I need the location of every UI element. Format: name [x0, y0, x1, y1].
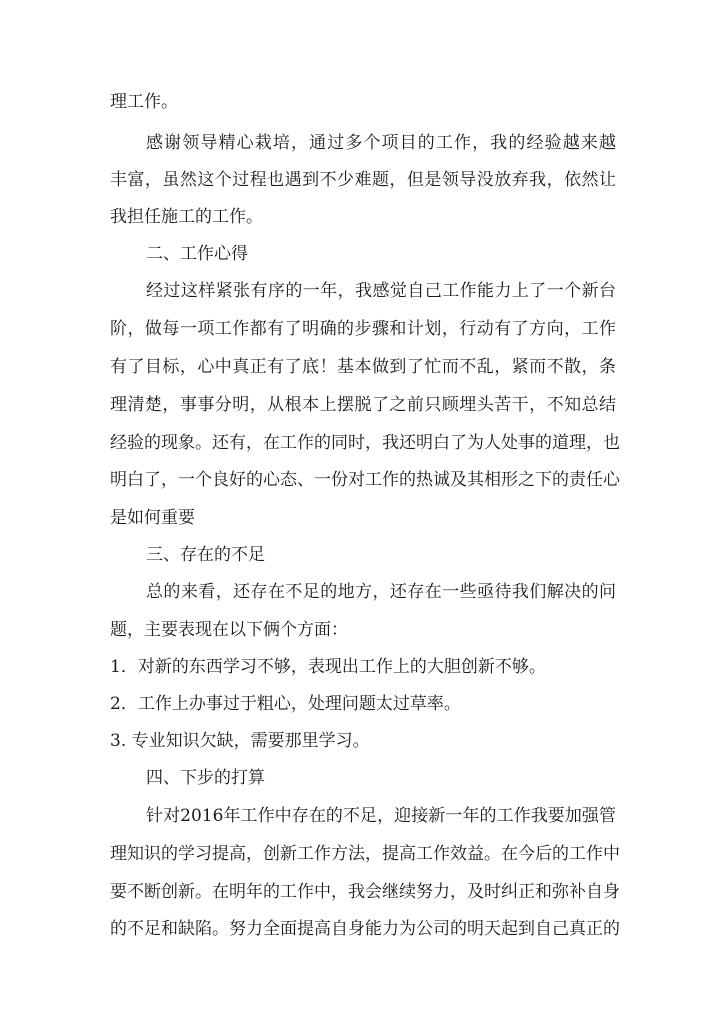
paragraph-line: 感谢领导精心栽培，通过多个项目的工作，我的经验越来越	[146, 133, 616, 153]
paragraph-line: 有了目标，心中真正有了底！基本做到了忙而不乱，紧而不散，条	[110, 357, 616, 377]
section-heading: 四、下步的打算	[146, 768, 265, 788]
paragraph-line: 经过这样紧张有序的一年，我感觉自己工作能力上了一个新台	[146, 281, 616, 301]
section-heading: 三、存在的不足	[146, 545, 265, 565]
list-item: 3. 专业知识欠缺，需要那里学习。	[110, 731, 370, 751]
list-item: 1．对新的东西学习不够，表现出工作上的大胆创新不够。	[110, 657, 546, 677]
paragraph-line: 总的来看，还存在不足的地方，还存在一些亟待我们解决的问	[146, 582, 616, 602]
paragraph-line: 丰富，虽然这个过程也遇到不少难题，但是领导没放弃我，依然让	[110, 170, 616, 190]
paragraph-line: 针对2016年工作中存在的不足，迎接新一年的工作我要加强管	[146, 806, 616, 826]
paragraph-line: 我担任施工的工作。	[110, 207, 263, 227]
paragraph-line: 明白了，一个良好的心态、一份对工作的热诚及其相形之下的责任心	[110, 470, 620, 490]
paragraph-line: 理清楚，事事分明，从根本上摆脱了之前只顾埋头苦干，不知总结	[110, 395, 616, 415]
paragraph-line: 要不断创新。在明年的工作中，我会继续努力，及时纠正和弥补自身	[110, 882, 620, 902]
paragraph-line: 经验的现象。还有，在工作的同时，我还明白了为人处事的道理，也	[110, 433, 620, 453]
paragraph-line: 是如何重要	[110, 508, 195, 528]
paragraph-line: 阶，做每一项工作都有了明确的步骤和计划，行动有了方向，工作	[110, 319, 616, 339]
list-item: 2．工作上办事过于粗心，处理问题太过草率。	[110, 694, 461, 714]
paragraph-line: 题，主要表现在以下俩个方面：	[110, 620, 348, 640]
paragraph-line: 理工作。	[110, 92, 178, 112]
paragraph-line: 理知识的学习提高，创新工作方法，提高工作效益。在今后的工作中	[110, 844, 620, 864]
section-heading: 二、工作心得	[146, 244, 248, 264]
paragraph-line: 的不足和缺陷。努力全面提高自身能力为公司的明天起到自己真正的	[110, 919, 620, 939]
